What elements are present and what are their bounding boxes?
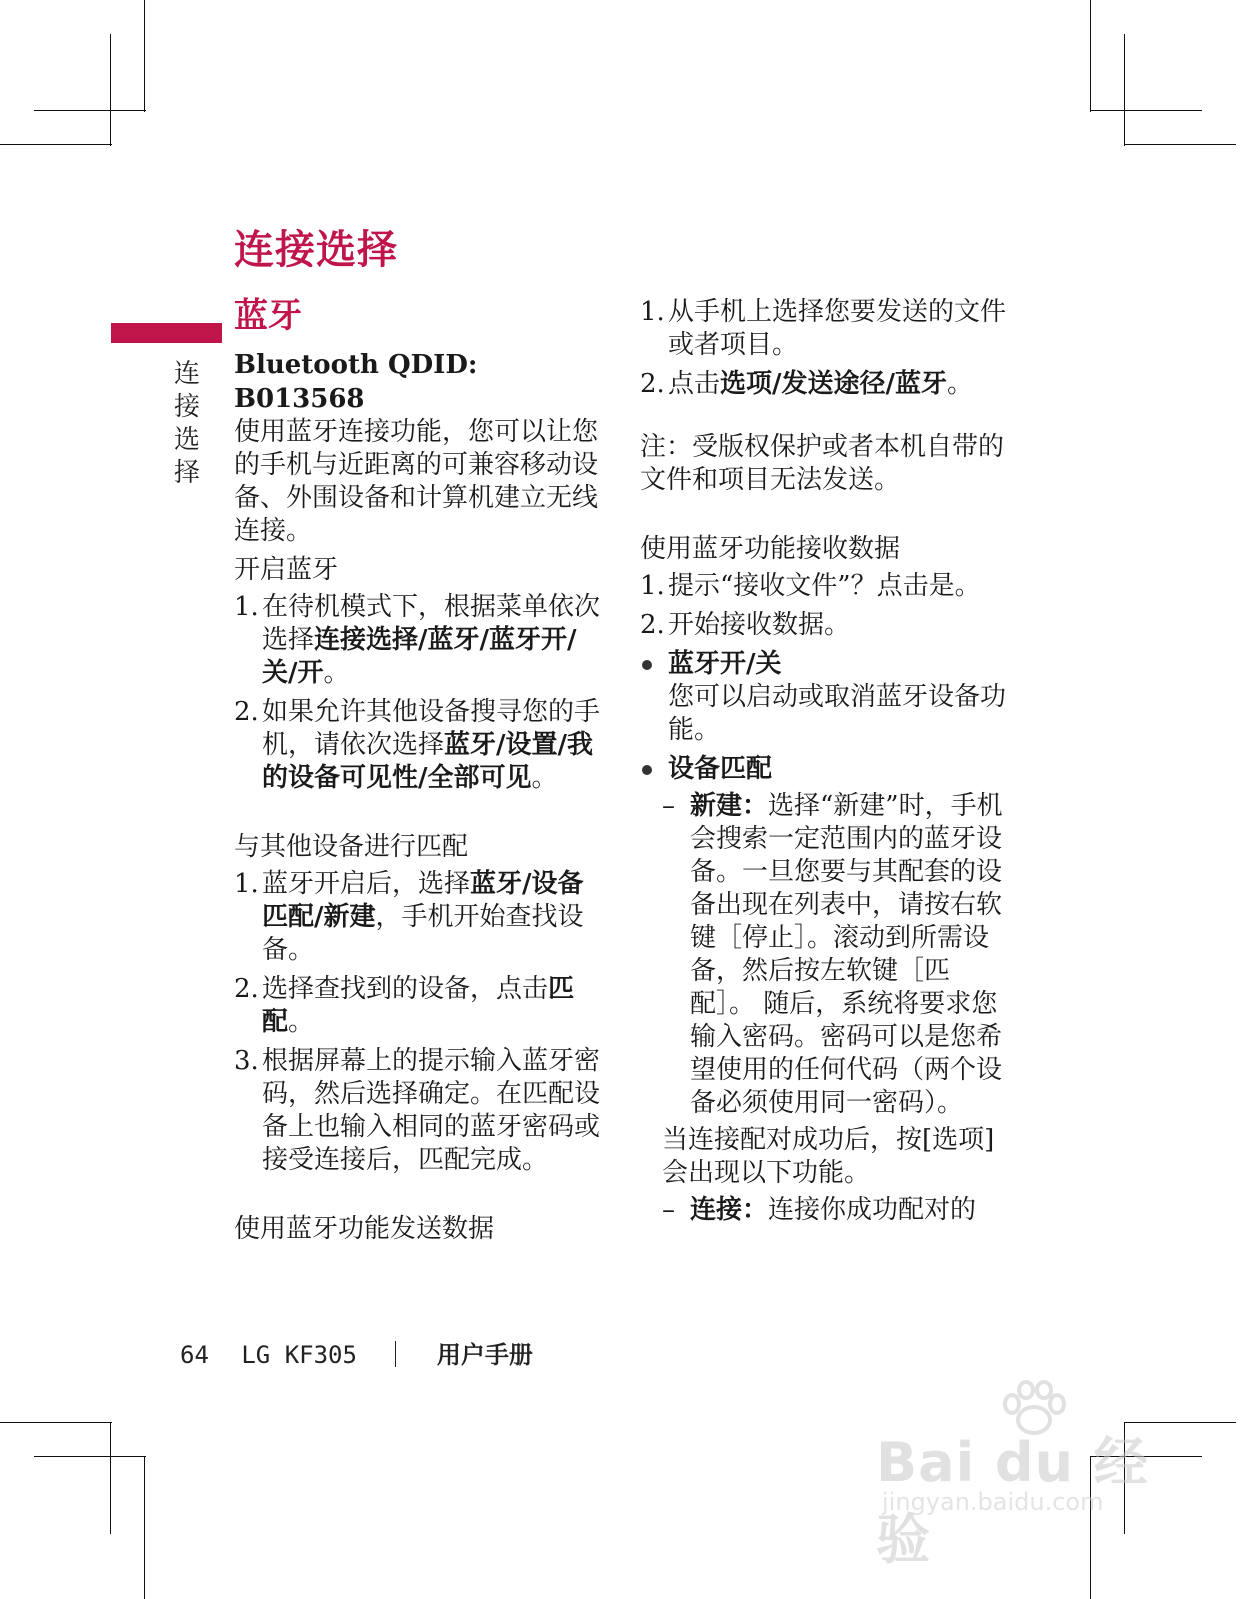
baidu-watermark <box>876 1380 1166 1571</box>
list-item <box>640 368 1010 401</box>
pair-heading: 与其他设备进行匹配 <box>234 832 469 862</box>
step-text: 。 <box>947 369 974 399</box>
step-number: 1. <box>640 297 665 327</box>
crop-mark <box>144 0 145 112</box>
crop-mark <box>0 144 112 145</box>
step-number: 2. <box>234 697 259 727</box>
step-menu-path: 蓝牙/设置/我的设备可见性/全部可见 <box>262 730 594 793</box>
left-column <box>234 288 604 1250</box>
step-text: 蓝牙开启后，选择 <box>262 869 471 899</box>
step-text: 。 <box>531 763 558 793</box>
copyright-note: 注：受版权保护或者本机自带的文件和项目无法发送。 <box>640 432 1005 495</box>
dash-mark: – <box>662 1195 675 1225</box>
dash-text: 连接你成功配对的 <box>768 1195 977 1225</box>
dash-label: 连接： <box>690 1195 769 1225</box>
crop-mark <box>34 110 146 111</box>
pair-steps <box>234 868 604 1177</box>
page-footer <box>180 1340 533 1370</box>
step-text: 点击 <box>668 369 721 399</box>
side-label-char: 接 <box>173 392 200 422</box>
crop-mark <box>34 1456 146 1457</box>
enable-heading: 开启蓝牙 <box>234 555 339 585</box>
page-number: 64 <box>180 1341 209 1369</box>
step-text: 根据屏幕上的提示输入蓝牙密码，然后选择确定。在匹配设备上也输入相同的蓝牙密码或接受连接后，匹配完成。 <box>262 1046 601 1175</box>
right-column <box>640 296 1010 1227</box>
step-number: 1. <box>234 869 259 899</box>
chapter-tab-bar <box>111 323 222 343</box>
bullet-title: 设备匹配 <box>668 754 773 784</box>
manual-label: 用户手册 <box>436 1341 533 1369</box>
bluetooth-qdid: Bluetooth QDID: B013568 <box>234 350 478 414</box>
step-text: 提示“接收文件”？点击是。 <box>668 571 981 601</box>
step-text: 。 <box>288 1007 315 1037</box>
after-pairing-text: 当连接配对成功后，按[选项]会出现以下功能。 <box>662 1125 995 1188</box>
crop-mark <box>1124 34 1125 146</box>
step-text: 从手机上选择您要发送的文件或者项目。 <box>668 297 1007 360</box>
send-steps <box>640 296 1010 401</box>
list-item <box>640 570 1010 603</box>
step-text: 如果允许其他设备搜寻您的手机，请依次选择 <box>262 697 601 760</box>
step-text: 选择查找到的设备，点击 <box>262 974 549 1004</box>
bullet-dot-icon <box>642 765 652 775</box>
crop-mark <box>144 1456 145 1599</box>
intro-paragraph: 使用蓝牙连接功能，您可以让您的手机与近距离的可兼容移动设备、外围设备和计算机建立无线连接。 <box>234 417 599 546</box>
step-number: 2. <box>640 610 665 640</box>
dash-mark: – <box>662 791 675 821</box>
list-item <box>234 973 604 1039</box>
bullet-description: 您可以启动或取消蓝牙设备功能。 <box>668 682 1007 745</box>
dash-item-connect <box>640 1194 1010 1227</box>
side-label-char: 选 <box>173 425 200 455</box>
bullet-dot-icon <box>642 660 652 670</box>
crop-mark <box>1124 144 1236 145</box>
crop-mark <box>110 1422 111 1534</box>
crop-mark <box>1090 110 1202 111</box>
step-number: 1. <box>234 592 259 622</box>
watermark-brand: Bai du 经验 <box>876 1431 1149 1571</box>
dash-label: 新建： <box>690 791 769 821</box>
step-number: 2. <box>640 369 665 399</box>
footer-divider <box>395 1341 396 1367</box>
list-item <box>640 296 1010 362</box>
step-text: 。 <box>323 658 350 688</box>
step-number: 2. <box>234 974 259 1004</box>
crop-mark <box>0 1422 112 1423</box>
receive-steps <box>640 570 1010 642</box>
step-number: 3. <box>234 1046 259 1076</box>
send-heading: 使用蓝牙功能发送数据 <box>234 1214 495 1244</box>
page-title: 连接选择 <box>234 227 398 273</box>
step-text: 开始接收数据。 <box>668 610 851 640</box>
bullet-device-pairing <box>640 753 1010 786</box>
list-item <box>234 591 604 690</box>
bullet-bluetooth-onoff <box>640 648 1010 747</box>
crop-mark <box>1090 0 1091 112</box>
step-text: ，手机开始查找设备。 <box>262 902 584 965</box>
bullet-title: 蓝牙开/关 <box>668 649 782 679</box>
list-item <box>234 696 604 795</box>
side-label-char: 择 <box>173 458 200 488</box>
list-item <box>234 1045 604 1177</box>
list-item <box>640 609 1010 642</box>
chapter-side-label <box>172 358 202 490</box>
model-name: LG KF305 <box>241 1341 357 1369</box>
crop-mark <box>110 34 111 146</box>
side-label-char: 连 <box>173 359 200 389</box>
enable-steps <box>234 591 604 795</box>
step-menu-path: 蓝牙/设备匹配/新建 <box>262 869 584 932</box>
dash-text: 选择“新建”时，手机会搜索一定范围内的蓝牙设备。一旦您要与其配套的设备出现在列表中，请按右软键［停止］。滚动到所需设备，然后按左软键［匹配］。 随后，系统将要求您输入密码。密码可以是您希望使用的任何代码（两个设备必须使用同一密码）。 <box>690 791 1003 1118</box>
step-number: 1. <box>640 571 665 601</box>
step-menu-path: 匹配 <box>262 974 575 1037</box>
list-item <box>234 868 604 967</box>
receive-heading: 使用蓝牙功能接收数据 <box>640 534 901 564</box>
dash-item-new <box>640 790 1010 1120</box>
step-menu-path: 连接选择/蓝牙/蓝牙开/关/开 <box>262 625 577 688</box>
step-menu-path: 选项/发送途径/蓝牙 <box>720 369 948 399</box>
watermark-url: jingyan.baidu.com <box>882 1488 1104 1516</box>
section-title: 蓝牙 <box>234 296 302 336</box>
step-text: 在待机模式下，根据菜单依次选择 <box>262 592 601 655</box>
